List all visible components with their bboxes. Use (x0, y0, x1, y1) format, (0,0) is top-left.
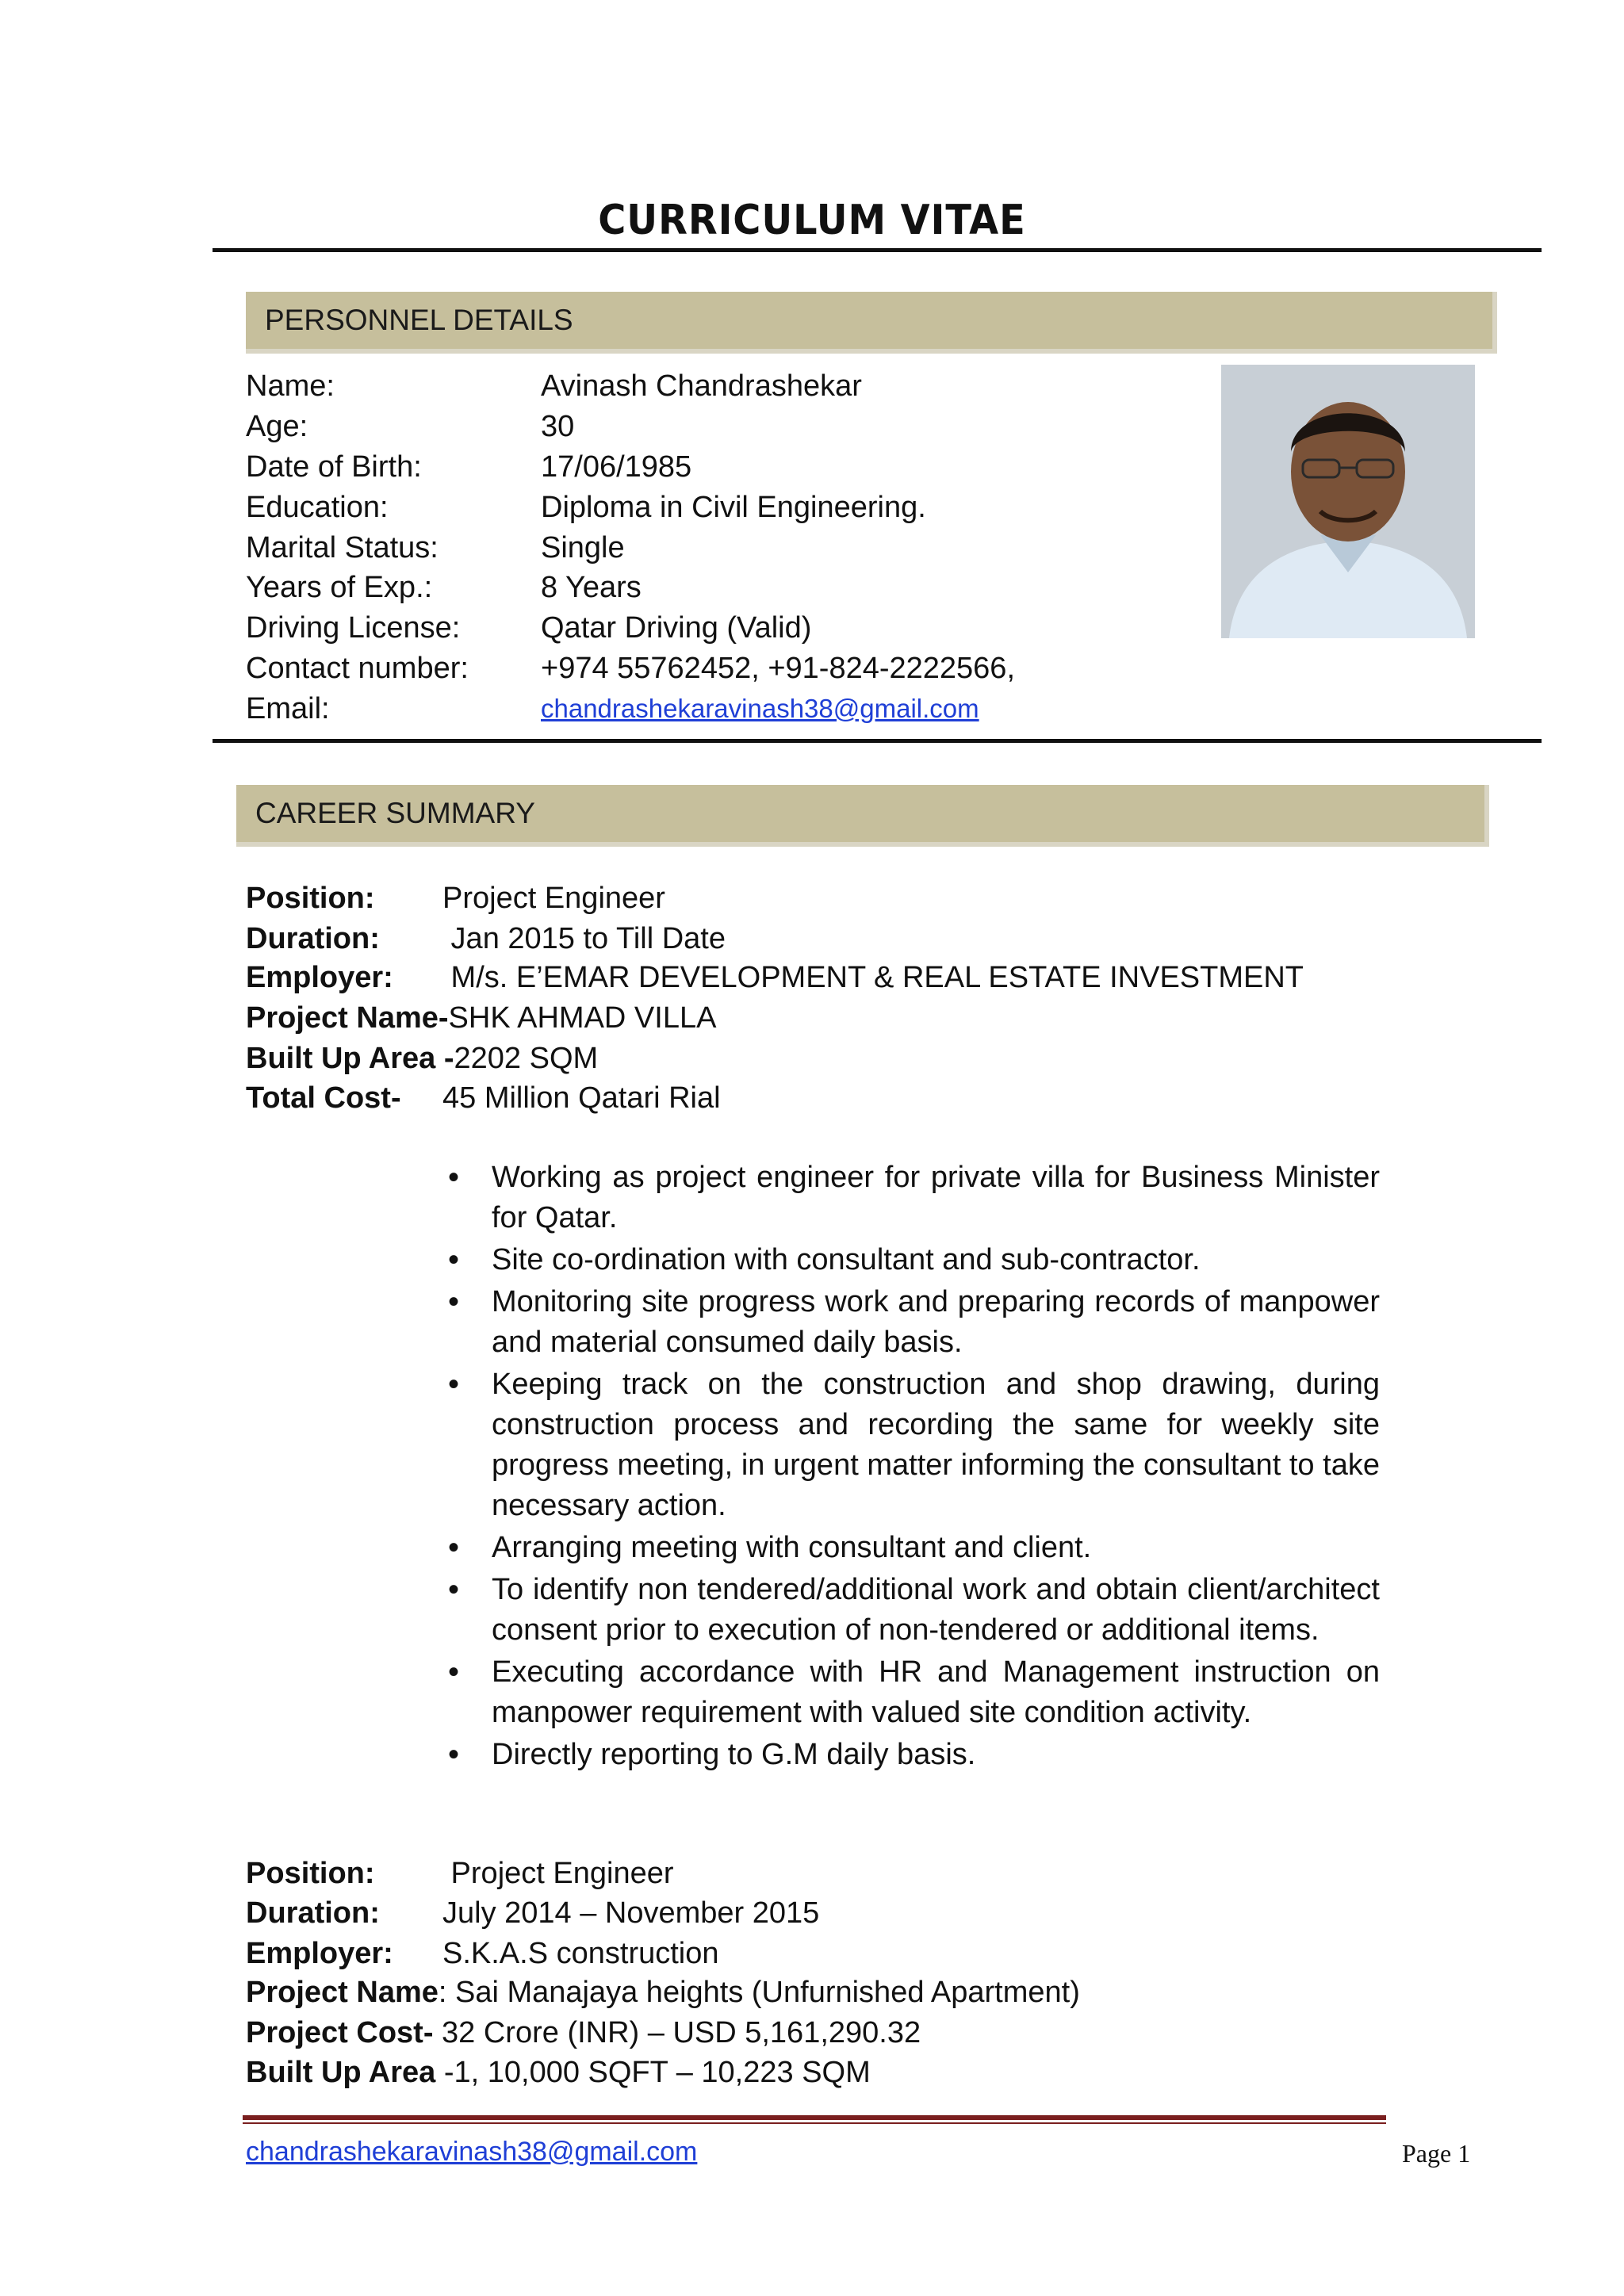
field-value: -1, 10,000 SQFT – 10,223 SQM (435, 2056, 871, 2089)
list-item: • Monitoring site progress work and preparing records of manpower and material consumed daily basis. (448, 1282, 1380, 1363)
field-label: Contact number: (246, 652, 469, 685)
field-label: Project Name- (246, 1001, 449, 1035)
field-value: 45 Million Qatari Rial (442, 1081, 721, 1115)
field-value: Qatar Driving (Valid) (541, 611, 812, 645)
field-value: Single (541, 531, 625, 564)
section-header-personnel (246, 292, 1497, 354)
field-dob (246, 447, 1197, 487)
title-rule (213, 248, 1542, 252)
field-value: July 2014 – November 2015 (442, 1896, 820, 1930)
field-label: Age: (246, 410, 308, 443)
list-item: • Site co-ordination with consultant and sub-contractor. (448, 1240, 1380, 1280)
profile-photo (1221, 365, 1475, 638)
page-title: CURRICULUM VITAE (598, 197, 1026, 244)
field-label: Project Name (246, 1976, 439, 2009)
field-value: 8 Years (541, 571, 642, 604)
field-label: Email: (246, 692, 330, 725)
field-value: +974 55762452, +91-824-2222566, (541, 652, 1015, 685)
field-value: 32 Crore (INR) – USD 5,161,290.32 (433, 2016, 921, 2049)
field-email (246, 689, 1197, 729)
field-label: Marital Status: (246, 531, 439, 564)
job-duration (246, 919, 1515, 959)
footer-divider (243, 2115, 1386, 2120)
field-label: Employer: (246, 1937, 393, 1970)
list-item: • Arranging meeting with consultant and client. (448, 1528, 1380, 1568)
field-value: S.K.A.S construction (442, 1937, 719, 1970)
field-label: Date of Birth: (246, 450, 422, 484)
field-value: Jan 2015 to Till Date (442, 922, 726, 955)
field-label: Employer: (246, 961, 393, 994)
list-item: • Working as project engineer for private villa for Business Minister for Qatar. (448, 1158, 1380, 1238)
email-link[interactable]: chandrashekaravinash38@gmail.com (541, 694, 979, 723)
field-experience (246, 568, 1197, 607)
field-label: Built Up Area - (246, 1042, 454, 1075)
field-value: Diploma in Civil Engineering. (541, 491, 926, 524)
job-cost (246, 2013, 1515, 2053)
field-name (246, 366, 1197, 406)
field-license (246, 608, 1197, 648)
field-value: Project Engineer (442, 882, 665, 915)
field-value: Project Engineer (442, 1857, 674, 1890)
section-title: CAREER SUMMARY (255, 797, 535, 829)
field-label: Project Cost- (246, 2016, 434, 2049)
field-label: Name: (246, 369, 335, 403)
field-value: Avinash Chandrashekar (541, 369, 862, 403)
section-divider (213, 739, 1542, 743)
field-label: Total Cost- (246, 1081, 401, 1115)
field-label: Position: (246, 1857, 375, 1890)
job-employer (246, 958, 1515, 997)
job-project (246, 998, 1515, 1038)
list-item: • Executing accordance with HR and Management instruction on manpower requirement with valued site condition activity. (448, 1652, 1380, 1733)
field-label: Years of Exp.: (246, 571, 433, 604)
footer-email-link[interactable]: chandrashekaravinash38@gmail.com (246, 2137, 698, 2167)
field-value: 30 (541, 410, 575, 443)
field-value: 17/06/1985 (541, 450, 692, 484)
job-position (246, 1854, 1515, 1893)
job-employer (246, 1934, 1515, 1973)
field-contact (246, 649, 1197, 688)
field-label: Education: (246, 491, 389, 524)
list-item: • Directly reporting to G.M daily basis. (448, 1735, 1380, 1775)
person-portrait-icon (1221, 365, 1475, 638)
field-label: Position: (246, 882, 375, 915)
field-value: 2202 SQM (454, 1042, 599, 1075)
field-value: M/s. E’EMAR DEVELOPMENT & REAL ESTATE INVESTMENT (442, 961, 1304, 994)
responsibilities-list (448, 1158, 1380, 1777)
section-title: PERSONNEL DETAILS (265, 304, 573, 336)
field-age (246, 407, 1197, 446)
field-label: Duration: (246, 922, 380, 955)
field-label: Duration: (246, 1896, 380, 1930)
job-project (246, 1973, 1515, 2012)
field-marital (246, 528, 1197, 568)
footer-divider-thin (243, 2122, 1386, 2124)
field-label: Built Up Area (246, 2056, 436, 2089)
job-area (246, 2053, 1515, 2092)
list-item: • Keeping track on the construction and shop drawing, during construction process and recording the same for weekly site progress meeting, in urgent matter informing the consultant to take necessary action. (448, 1364, 1380, 1526)
field-label: Driving License: (246, 611, 461, 645)
job-duration (246, 1893, 1515, 1933)
list-item: • To identify non tendered/additional work and obtain client/architect consent prior to execution of non-tendered or additional items. (448, 1570, 1380, 1651)
job-cost (246, 1078, 1515, 1118)
job-position (246, 878, 1515, 918)
page-number: Page 1 (1402, 2139, 1471, 2168)
field-value: SHK AHMAD VILLA (448, 1001, 717, 1035)
section-header-career (236, 785, 1489, 847)
job-area (246, 1039, 1515, 1078)
field-value: : Sai Manajaya heights (Unfurnished Apartment) (438, 1976, 1080, 2009)
field-education (246, 488, 1197, 527)
